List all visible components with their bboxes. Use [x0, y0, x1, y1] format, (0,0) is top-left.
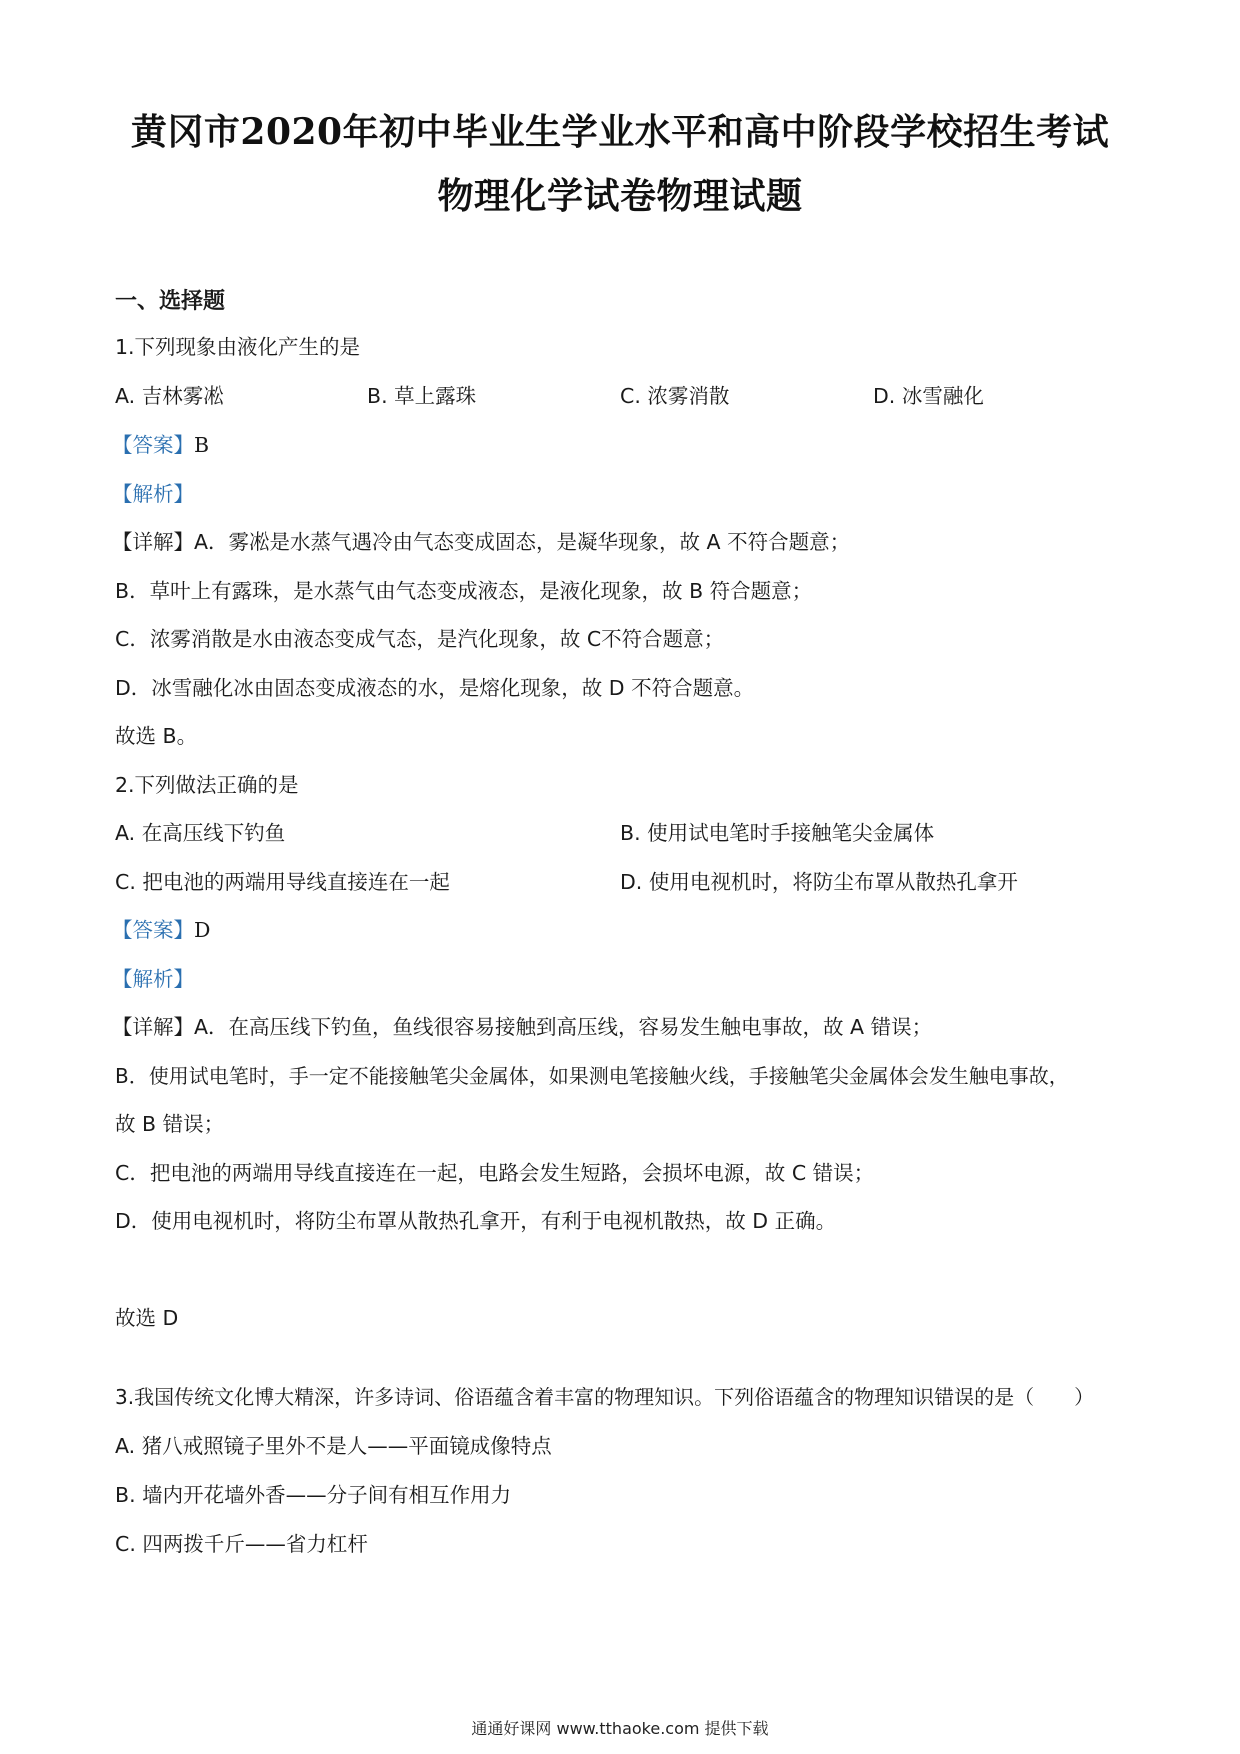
- question-1-option-b: B. 草上露珠: [367, 384, 477, 408]
- answer-tag: 【答案】: [112, 433, 194, 457]
- detail-text: A．在高压线下钓鱼，鱼线很容易接触到高压线，容易发生触电事故，故 A 错误；: [194, 1015, 933, 1039]
- question-1-detail-line: D．冰雪融化冰由固态变成液态的水，是熔化现象，故 D 不符合题意。: [115, 676, 755, 700]
- question-2-detail-line: D．使用电视机时，将防尘布罩从散热孔拿开，有利于电视机散热，故 D 正确。: [115, 1209, 837, 1233]
- answer-tag: 【答案】: [112, 918, 194, 942]
- question-2-analysis-tag: [112, 964, 194, 994]
- question-2-option-c: C. 把电池的两端用导线直接连在一起: [115, 870, 450, 894]
- question-1-detail-line: B．草叶上有露珠，是水蒸气由气态变成液态，是液化现象，故 B 符合题意；: [115, 579, 813, 603]
- question-3-option-a: A. 猪八戒照镜子里外不是人——平面镜成像特点: [115, 1434, 552, 1458]
- question-2-detail-line: C．把电池的两端用导线直接连在一起，电路会发生短路，会损坏电源，故 C 错误；: [115, 1161, 875, 1185]
- document-title-line2: 物理化学试卷物理试题: [437, 175, 803, 217]
- detail-text: A．雾凇是水蒸气遇冷由气态变成固态，是凝华现象，故 A 不符合题意；: [194, 530, 851, 554]
- question-1-analysis-tag: [112, 479, 194, 509]
- question-1-detail-line: [112, 527, 850, 557]
- question-2-answer: [112, 915, 210, 945]
- question-2-detail-line: [112, 1012, 932, 1042]
- question-3-stem: 3.我国传统文化博大精深，许多诗词、俗语蕴含着丰富的物理知识。下列俗语蕴含的物理知识错误的是（ ）: [115, 1385, 1095, 1409]
- question-1-detail-line: C．浓雾消散是水由液态变成气态，是汽化现象，故 C不符合题意；: [115, 627, 725, 651]
- question-1-stem: 1.下列现象由液化产生的是: [115, 335, 361, 359]
- question-1-option-a: A. 吉林雾凇: [115, 384, 224, 408]
- question-3-option-b: B. 墙内开花墙外香——分子间有相互作用力: [115, 1483, 512, 1507]
- analysis-tag: 【解析】: [112, 482, 194, 506]
- question-2-conclusion: 故选 D: [115, 1306, 179, 1330]
- document-title-line1: 黄冈市2020年初中毕业生学业水平和高中阶段学校招生考试: [130, 111, 1110, 153]
- analysis-tag: 【解析】: [112, 967, 194, 991]
- question-1-option-d: D. 冰雪融化: [873, 384, 984, 408]
- question-2-stem: 2.下列做法正确的是: [115, 773, 299, 797]
- question-2-option-b: B. 使用试电笔时手接触笔尖金属体: [620, 821, 935, 845]
- section-heading: 一、选择题: [115, 289, 226, 314]
- question-1-conclusion: 故选 B。: [115, 724, 198, 748]
- question-2-option-a: A. 在高压线下钓鱼: [115, 821, 286, 845]
- question-1-answer: [112, 430, 209, 460]
- answer-value: B: [194, 433, 210, 457]
- detail-tag: 【详解】: [112, 1015, 194, 1039]
- question-2-option-d: D. 使用电视机时，将防尘布罩从散热孔拿开: [620, 870, 1018, 894]
- question-3-option-c: C. 四两拨千斤——省力杠杆: [115, 1532, 368, 1556]
- question-2-detail-line: 故 B 错误；: [115, 1112, 225, 1136]
- answer-value: D: [194, 918, 211, 942]
- question-2-detail-line: B．使用试电笔时，手一定不能接触笔尖金属体，如果测电笔接触火线，手接触笔尖金属体会发生触电事故，: [115, 1064, 1069, 1088]
- page-footer: 通通好课网 www.tthaoke.com 提供下载: [471, 1719, 769, 1738]
- question-1-option-c: C. 浓雾消散: [620, 384, 730, 408]
- detail-tag: 【详解】: [112, 530, 194, 554]
